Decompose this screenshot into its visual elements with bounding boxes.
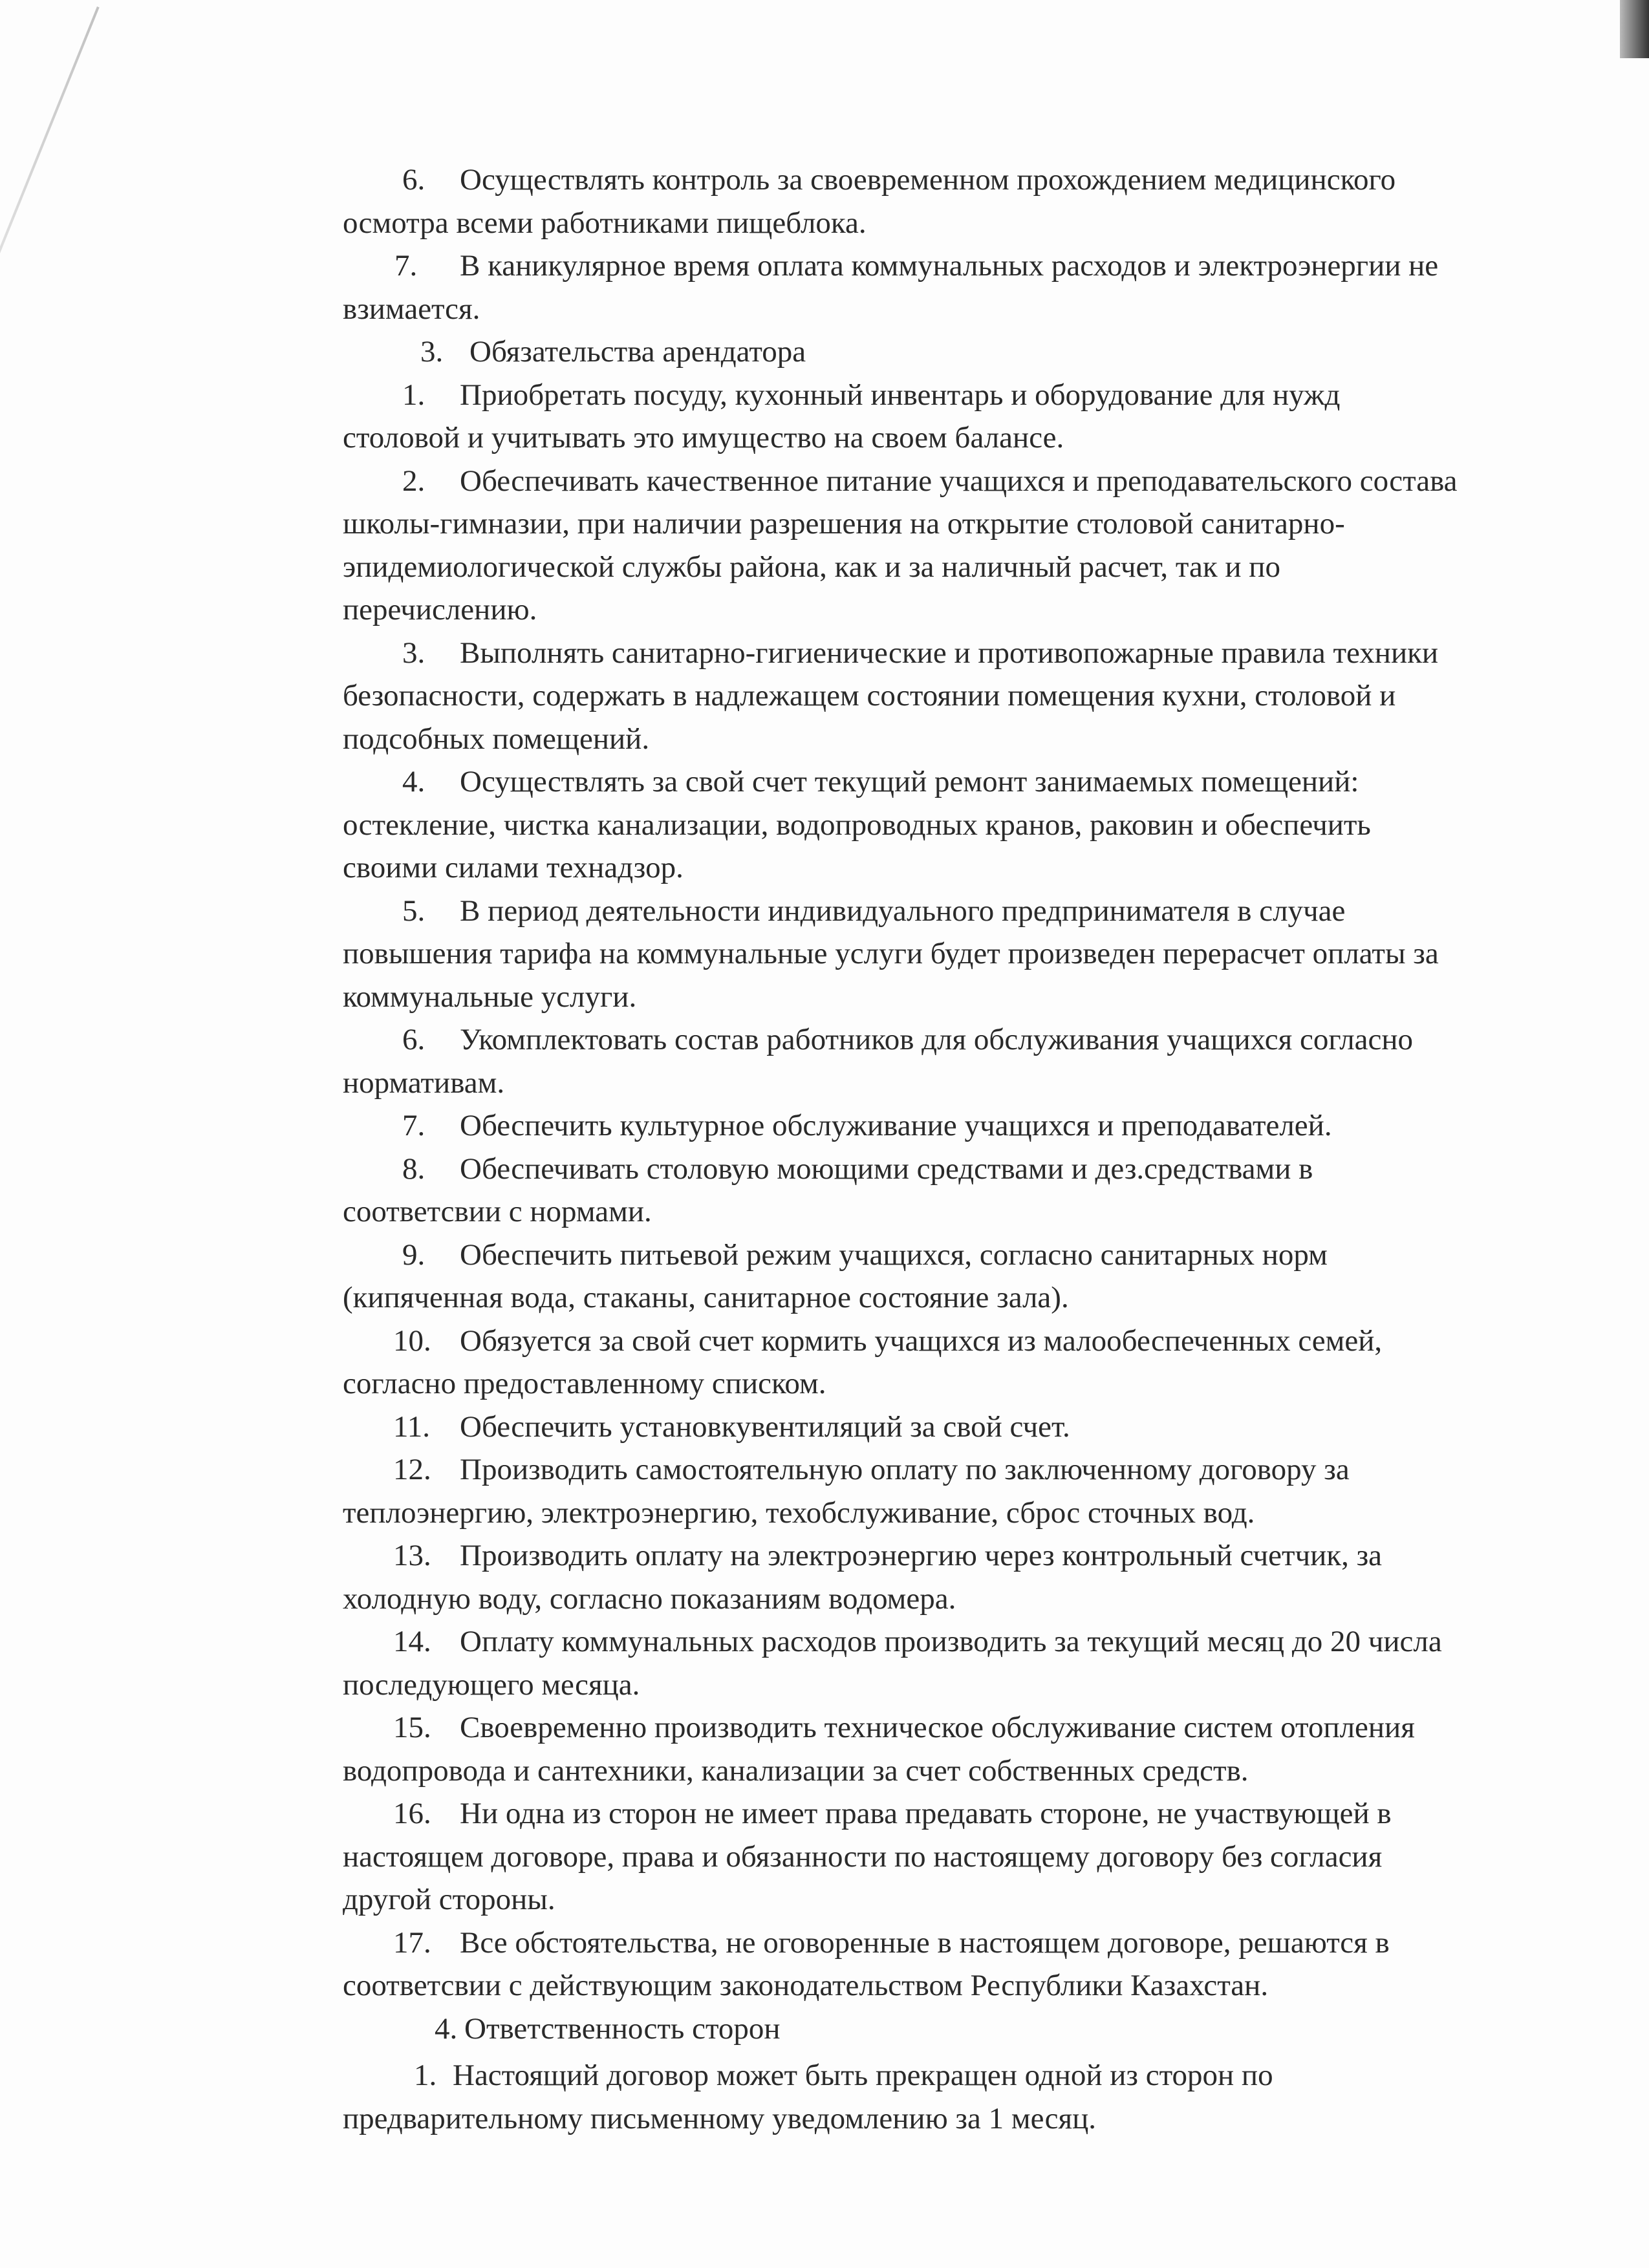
item-number: 4. xyxy=(435,2011,458,2046)
paragraph-line: последующего месяца. xyxy=(343,1667,640,1702)
item-number: 13. xyxy=(393,1539,431,1572)
paragraph-line: взимается. xyxy=(343,292,480,326)
paragraph-line: подсобных помещений. xyxy=(343,722,650,756)
scan-artifact-line xyxy=(0,6,100,343)
scan-artifact-edge xyxy=(1620,0,1649,58)
paragraph-line: Настоящий договор может быть прекращен одной из сторон по xyxy=(453,2059,1273,2092)
paragraph-line: соответсвии с нормами. xyxy=(343,1195,652,1228)
paragraph-line: Производить самостоятельную оплату по заключенному договору за xyxy=(460,1453,1350,1486)
paragraph-line: настоящем договоре, права и обязанности по настоящему договору без согласия xyxy=(343,1839,1383,1874)
paragraph-line: В период деятельности индивидуального предпринимателя в случае xyxy=(460,893,1346,928)
paragraph-line: (кипяченная вода, стаканы, санитарное состояние зала). xyxy=(343,1281,1069,1314)
item-number: 2. xyxy=(402,464,426,498)
paragraph-line: нормативам. xyxy=(343,1065,505,1100)
paragraph-line: Ни одна из сторон не имеет права предавать стороне, не участвующей в xyxy=(460,1797,1392,1830)
paragraph-line: соответсвии с действующим законодательством Республики Казахстан. xyxy=(343,1969,1269,2002)
paragraph-line: коммунальные услуги. xyxy=(343,979,637,1014)
item-number: 4. xyxy=(402,765,426,798)
paragraph-line: Выполнять санитарно-гигиенические и противопожарные правила техники xyxy=(460,636,1439,670)
paragraph-line: другой стороны. xyxy=(343,1883,555,1916)
paragraph-line: согласно предоставленному списком. xyxy=(343,1367,826,1400)
paragraph-line: теплоэнергию, электроэнергию, техобслуживание, сброс сточных вод. xyxy=(343,1495,1255,1530)
paragraph-line: осмотра всеми работниками пищеблока. xyxy=(343,206,867,240)
item-number: 12. xyxy=(393,1453,431,1486)
paragraph-line: Приобретать посуду, кухонный инвентарь и оборудование для нужд xyxy=(460,378,1341,412)
paragraph-line: эпидемиологической службы района, как и за наличный расчет, так и по xyxy=(343,550,1280,584)
item-number: 16. xyxy=(393,1797,431,1830)
section-heading: Ответственность сторон xyxy=(464,2011,781,2046)
item-number: 9. xyxy=(402,1237,426,1272)
paragraph-line: предварительному письменному уведомлению за 1 месяц. xyxy=(343,2101,1097,2135)
paragraph-line: Осуществлять контроль за своевременном прохождением медицинского xyxy=(460,163,1396,197)
paragraph-line: безопасности, содержать в надлежащем состоянии помещения кухни, столовой и xyxy=(343,679,1396,712)
paragraph-line: В каникулярное время оплата коммунальных расходов и электроэнергии не xyxy=(460,249,1439,283)
item-number: 1. xyxy=(414,2059,437,2092)
item-number: 17. xyxy=(393,1925,431,1960)
paragraph-line: Своевременно производить техническое обслуживание систем отопления xyxy=(460,1711,1415,1744)
item-number: 10. xyxy=(393,1323,431,1358)
item-number: 11. xyxy=(393,1409,431,1444)
paragraph-line: своими силами технадзор. xyxy=(343,851,684,884)
paragraph-line: перечислению. xyxy=(343,593,537,626)
item-number: 3. xyxy=(402,636,426,670)
paragraph-line: Обеспечить питьевой режим учащихся, согласно санитарных норм xyxy=(460,1237,1328,1272)
paragraph-line: остекление, чистка канализации, водопроводных кранов, раковин и обеспечить xyxy=(343,808,1371,842)
paragraph-line: столовой и учитывать это имущество на своем балансе. xyxy=(343,421,1064,455)
item-number: 6. xyxy=(402,1023,426,1056)
paragraph-line: Укомплектовать состав работников для обслуживания учащихся согласно xyxy=(460,1023,1414,1056)
item-number: 7. xyxy=(402,1109,426,1142)
paragraph-line: Обеспечивать качественное питание учащихся и преподавательского состава xyxy=(460,464,1458,498)
paragraph-line: Осуществлять за свой счет текущий ремонт занимаемых помещений: xyxy=(460,765,1359,798)
paragraph-line: Обеспечить культурное обслуживание учащихся и преподавателей. xyxy=(460,1109,1332,1142)
item-number: 3. xyxy=(420,335,444,369)
paragraph-line: Оплату коммунальных расходов производить за текущий месяц до 20 числа xyxy=(460,1625,1442,1658)
paragraph-line: Производить оплату на электроэнергию через контрольный счетчик, за xyxy=(460,1539,1383,1572)
item-number: 8. xyxy=(402,1151,426,1186)
paragraph-line: холодную воду, согласно показаниям водомера. xyxy=(343,1581,956,1616)
item-number: 7. xyxy=(394,249,418,283)
item-number: 1. xyxy=(402,378,426,412)
paragraph-line: школы-гимназии, при наличии разрешения на открытие столовой санитарно- xyxy=(343,507,1345,540)
paragraph-line: Обязуется за свой счет кормить учащихся из малообеспеченных семей, xyxy=(460,1323,1383,1358)
item-number: 15. xyxy=(393,1711,431,1744)
paragraph-line: Обеспечить установкувентиляций за свой счет. xyxy=(460,1409,1070,1444)
paragraph-line: повышения тарифа на коммунальные услуги будет произведен перерасчет оплаты за xyxy=(343,937,1439,970)
item-number: 14. xyxy=(393,1625,431,1658)
paragraph-line: Все обстоятельства, не оговоренные в настоящем договоре, решаются в xyxy=(460,1925,1390,1960)
paragraph-line: водопровода и сантехники, канализации за счет собственных средств. xyxy=(343,1753,1249,1788)
section-heading: Обязательства арендатора xyxy=(469,335,806,369)
item-number: 6. xyxy=(402,163,426,197)
paragraph-line: Обеспечивать столовую моющими средствами и дез.средствами в xyxy=(460,1151,1313,1186)
item-number: 5. xyxy=(402,893,426,928)
